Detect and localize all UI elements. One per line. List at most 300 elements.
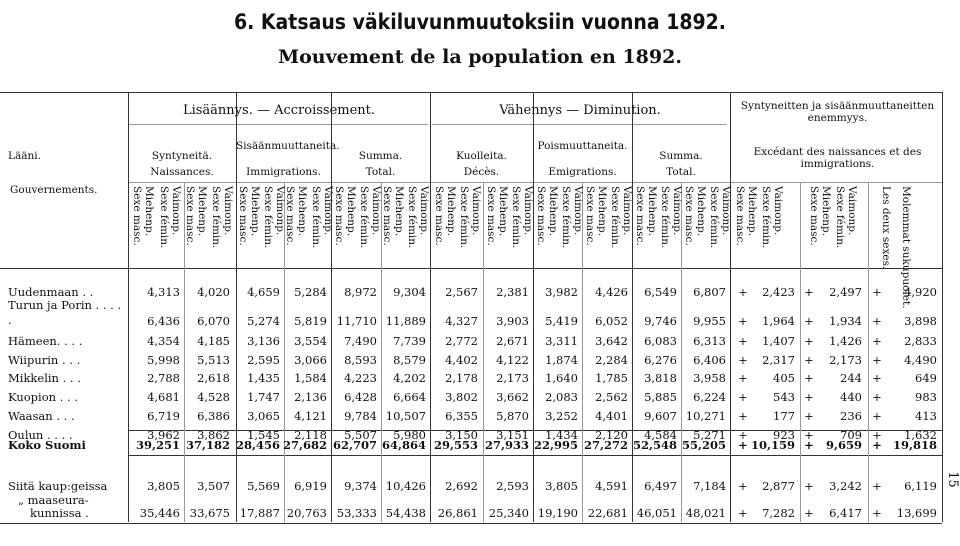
cell-value: 10,507	[385, 409, 426, 423]
cell-value: 3,805	[147, 479, 180, 493]
female-col-header: Vaimonp.	[621, 186, 633, 236]
cell-value: 7,490	[344, 334, 377, 348]
cell-value: 8,972	[344, 285, 377, 299]
immigration-header: Sisäänmuuttaneita.	[236, 140, 340, 152]
cell-value: 6,719	[147, 409, 180, 423]
male-col-header: Sexe masc.	[284, 186, 296, 246]
subheader-rule	[128, 182, 942, 183]
excess-value: 2,173	[829, 353, 862, 367]
cell-value: 5,419	[545, 314, 578, 328]
female-col-header: Vaimonp.	[720, 186, 732, 236]
excess-header-fr: Excédant des naissances et des immigrations.	[753, 146, 922, 170]
cell-value: 2,284	[595, 353, 628, 367]
cell-value: 2,136	[294, 390, 327, 404]
sign: +	[804, 390, 814, 404]
sign: +	[804, 334, 814, 348]
cell-value: 2,618	[197, 371, 230, 385]
cell-value: 1,747	[247, 390, 280, 404]
excess-value: 2,877	[762, 479, 795, 493]
female-col-header: Sexe fémin.	[609, 186, 621, 249]
cell-value: 1,435	[247, 371, 280, 385]
female-col-header: Vaimonp.	[170, 186, 182, 236]
female-col-header: Sexe fémin.	[458, 186, 470, 249]
cell-value: 4,121	[294, 409, 327, 423]
sign: +	[738, 334, 748, 348]
excess-value: 4,490	[904, 353, 937, 367]
table-row	[0, 370, 960, 386]
cell-value: 5,819	[294, 314, 327, 328]
row-label: Oulun . . . .	[8, 428, 73, 442]
cell-value: 3,252	[545, 409, 578, 423]
table-row	[0, 352, 960, 368]
region-header-fr: Gouvernements.	[10, 184, 98, 196]
col-line	[730, 92, 731, 522]
sign: +	[872, 428, 882, 442]
excess-value: 1,407	[762, 334, 795, 348]
cell-value: 46,051	[636, 506, 677, 520]
sign: +	[804, 428, 814, 442]
decrease-rule	[432, 124, 727, 125]
cell-value: 6,083	[644, 334, 677, 348]
female-col-header: Sexe fémin.	[708, 186, 720, 249]
female-col-header: Vaimonp.	[418, 186, 430, 236]
cell-value: 5,513	[197, 353, 230, 367]
cell-value: 6,276	[644, 353, 677, 367]
sign: +	[738, 428, 748, 442]
sign: +	[872, 314, 882, 328]
rural-row	[0, 493, 960, 521]
excess-header: Syntyneitten ja sisäänmuuttaneitten enemmyys.	[740, 100, 935, 124]
female-col-header: Vaimonp.	[222, 186, 234, 236]
male-col-header: Sexe masc.	[433, 186, 445, 246]
cell-value: 9,304	[393, 285, 426, 299]
excess-value: 1,632	[904, 428, 937, 442]
table-row	[0, 389, 960, 405]
cell-value: 52,548	[632, 438, 677, 452]
col-line	[942, 92, 943, 522]
table-bottom-rule	[0, 523, 942, 524]
excess-value: 543	[773, 390, 795, 404]
row-label: „ maaseura-	[18, 493, 89, 507]
cell-value: 2,671	[496, 334, 529, 348]
cell-value: 3,311	[545, 334, 578, 348]
male-col-header: Sexe masc.	[535, 186, 547, 246]
increase-header: Lisäännys. — Accroissement.	[182, 103, 376, 118]
cell-value: 53,333	[336, 506, 377, 520]
female-col-header: Sexe fémin.	[310, 186, 322, 249]
cell-value: 22,995	[533, 438, 578, 452]
male-col-header: Miehenp.	[497, 186, 509, 237]
excess-value: 6,119	[904, 479, 937, 493]
col-line	[533, 92, 534, 522]
sign: +	[804, 353, 814, 367]
cell-value: 6,313	[693, 334, 726, 348]
page-title: 6. Katsaus väkiluvunmuutoksiin vuonna 1892.	[234, 10, 726, 34]
female-col-header: Sexe fémin.	[406, 186, 418, 249]
cell-value: 10,271	[685, 409, 726, 423]
excess-value: 649	[915, 371, 937, 385]
total-row	[0, 437, 960, 453]
cell-value: 3,150	[445, 428, 478, 442]
row-label: kunnissa .	[30, 506, 89, 520]
cell-value: 5,271	[693, 428, 726, 442]
sign: +	[738, 353, 748, 367]
female-col-header: Vaimonp.	[522, 186, 534, 236]
cell-value: 6,406	[693, 353, 726, 367]
male-col-header: Miehenp.	[820, 186, 832, 237]
cell-value: 6,070	[197, 314, 230, 328]
cell-value: 2,120	[595, 428, 628, 442]
sign: +	[804, 438, 814, 452]
cell-value: 4,313	[147, 285, 180, 299]
cell-value: 5,284	[294, 285, 327, 299]
excess-value: 2,833	[904, 334, 937, 348]
cell-value: 2,595	[247, 353, 280, 367]
male-col-header: Sexe masc.	[584, 186, 596, 246]
male-col-header: Miehenp.	[646, 186, 658, 237]
cell-value: 6,549	[644, 285, 677, 299]
excess-value: 10,159	[750, 438, 795, 452]
both-sexes-col-header: Molemmat sukupuolet.	[900, 186, 912, 309]
female-col-header: Sexe fémin.	[510, 186, 522, 249]
excess-value: 13,699	[896, 506, 937, 520]
cell-value: 4,426	[595, 285, 628, 299]
male-col-header: Miehenp.	[695, 186, 707, 237]
cell-value: 25,340	[488, 506, 529, 520]
female-col-header: Sexe fémin.	[358, 186, 370, 249]
cell-value: 2,083	[545, 390, 578, 404]
cell-value: 2,173	[496, 371, 529, 385]
excess-value: 4,920	[904, 285, 937, 299]
cell-value: 4,327	[445, 314, 478, 328]
excess-value: 3,242	[829, 479, 862, 493]
table-row	[0, 408, 960, 424]
cell-value: 64,864	[381, 438, 426, 452]
increase-rule	[128, 124, 428, 125]
female-col-header: Vaimonp.	[322, 186, 334, 236]
cell-value: 27,272	[583, 438, 628, 452]
female-col-header: Sexe fémin.	[560, 186, 572, 249]
cell-value: 6,355	[445, 409, 478, 423]
row-label: Mikkelin . . .	[8, 371, 81, 385]
decrease-header: Vähennys — Diminution.	[499, 103, 661, 118]
region-header: Lääni.	[8, 150, 41, 162]
male-col-header: Miehenp.	[196, 186, 208, 237]
sign: +	[872, 506, 882, 520]
cell-value: 9,784	[344, 409, 377, 423]
cell-value: 8,593	[344, 353, 377, 367]
cell-value: 2,788	[147, 371, 180, 385]
cell-value: 9,374	[344, 479, 377, 493]
sign: +	[872, 438, 882, 452]
male-col-header: Miehenp.	[296, 186, 308, 237]
cell-value: 3,065	[247, 409, 280, 423]
row-label: Wiipurin . . .	[8, 353, 81, 367]
male-col-header: Miehenp.	[249, 186, 261, 237]
male-col-header: Miehenp.	[143, 186, 155, 237]
cell-value: 1,785	[595, 371, 628, 385]
male-col-header: Miehenp.	[547, 186, 559, 237]
male-col-header: Sexe masc.	[485, 186, 497, 246]
row-label: Koko Suomi	[8, 438, 86, 452]
cell-value: 6,807	[693, 285, 726, 299]
cell-value: 2,118	[294, 428, 327, 442]
cell-value: 3,958	[693, 371, 726, 385]
excess-value: 7,282	[762, 506, 795, 520]
sign: +	[738, 314, 748, 328]
sum2-header: Summa.	[659, 150, 703, 162]
row-label: Waasan . . .	[8, 409, 75, 423]
sign: +	[738, 371, 748, 385]
cell-value: 1,545	[247, 428, 280, 442]
cell-value: 48,021	[685, 506, 726, 520]
table-row	[0, 298, 960, 329]
sign: +	[804, 479, 814, 493]
excess-value: 709	[840, 428, 862, 442]
cell-value: 55,205	[681, 438, 726, 452]
female-col-header: Sexe fémin.	[834, 186, 846, 249]
deaths-header-fr: Décès.	[463, 166, 500, 178]
excess-value: 9,659	[825, 438, 862, 452]
cell-value: 17,887	[239, 506, 280, 520]
cell-value: 3,818	[644, 371, 677, 385]
sign: +	[804, 506, 814, 520]
cell-value: 27,933	[484, 438, 529, 452]
cell-value: 4,223	[344, 371, 377, 385]
cell-value: 2,178	[445, 371, 478, 385]
cell-value: 8,579	[393, 353, 426, 367]
page-number: 15	[944, 471, 960, 488]
cell-value: 1,434	[545, 428, 578, 442]
cell-value: 11,889	[385, 314, 426, 328]
cell-value: 9,746	[644, 314, 677, 328]
sum1-header-fr: Total.	[365, 166, 396, 178]
cell-value: 6,224	[693, 390, 726, 404]
cell-value: 2,772	[445, 334, 478, 348]
cell-value: 4,401	[595, 409, 628, 423]
row-label: Siitä kaup:geissa	[8, 479, 108, 493]
cell-value: 3,066	[294, 353, 327, 367]
sign: +	[872, 334, 882, 348]
cell-value: 5,507	[344, 428, 377, 442]
female-col-header: Sexe fémin.	[262, 186, 274, 249]
sign: +	[804, 285, 814, 299]
row-label: Turun ja Porin . . . . .	[8, 298, 122, 327]
cell-value: 4,659	[247, 285, 280, 299]
cell-value: 3,802	[445, 390, 478, 404]
cell-value: 5,998	[147, 353, 180, 367]
cell-value: 4,681	[147, 390, 180, 404]
cell-value: 39,251	[135, 438, 180, 452]
row-label: Uudenmaan . .	[8, 285, 94, 299]
female-col-header: Sexe fémin.	[158, 186, 170, 249]
cell-value: 6,919	[294, 479, 327, 493]
cell-value: 6,428	[344, 390, 377, 404]
cell-value: 1,584	[294, 371, 327, 385]
sign: +	[738, 479, 748, 493]
excess-value: 1,934	[829, 314, 862, 328]
excess-value: 236	[840, 409, 862, 423]
cell-value: 9,607	[644, 409, 677, 423]
excess-value: 983	[915, 390, 937, 404]
excess-value: 2,317	[762, 353, 795, 367]
cell-value: 9,955	[693, 314, 726, 328]
cell-value: 11,710	[336, 314, 377, 328]
male-col-header: Sexe masc.	[333, 186, 345, 246]
cell-value: 3,554	[294, 334, 327, 348]
male-col-header: Sexe masc.	[734, 186, 746, 246]
female-col-header: Vaimonp.	[846, 186, 858, 236]
cell-value: 6,052	[595, 314, 628, 328]
male-col-header: Miehenp.	[345, 186, 357, 237]
sign: +	[872, 285, 882, 299]
excess-value: 2,423	[762, 285, 795, 299]
cell-value: 3,982	[545, 285, 578, 299]
cell-value: 5,870	[496, 409, 529, 423]
male-col-header: Sexe masc.	[184, 186, 196, 246]
cell-value: 6,664	[393, 390, 426, 404]
immigration-header-fr: Immigrations.	[246, 166, 321, 178]
cell-value: 33,675	[189, 506, 230, 520]
cell-value: 4,354	[147, 334, 180, 348]
excess-value: 244	[840, 371, 862, 385]
table-top-rule	[0, 92, 942, 93]
sign: +	[738, 285, 748, 299]
cell-value: 5,569	[247, 479, 280, 493]
cell-value: 5,274	[247, 314, 280, 328]
cell-value: 3,962	[147, 428, 180, 442]
cell-value: 62,707	[332, 438, 377, 452]
sign: +	[738, 409, 748, 423]
row-label: Kuopion . . .	[8, 390, 78, 404]
cell-value: 4,584	[644, 428, 677, 442]
cell-value: 4,402	[445, 353, 478, 367]
excess-value: 3,898	[904, 314, 937, 328]
cell-value: 6,386	[197, 409, 230, 423]
cell-value: 3,507	[197, 479, 230, 493]
female-col-header: Sexe fémin.	[210, 186, 222, 249]
excess-value: 1,426	[829, 334, 862, 348]
table-row	[0, 333, 960, 349]
male-col-header: Sexe masc.	[381, 186, 393, 246]
cell-value: 2,593	[496, 479, 529, 493]
male-col-header: Sexe masc.	[634, 186, 646, 246]
both-sexes-col-header: Les deux sexes.	[880, 186, 892, 270]
cell-value: 19,190	[537, 506, 578, 520]
towns-row	[0, 478, 960, 494]
cell-value: 2,567	[445, 285, 478, 299]
col-line	[236, 92, 237, 522]
deaths-header: Kuolleita.	[456, 150, 507, 162]
sign: +	[804, 409, 814, 423]
cell-value: 27,682	[282, 438, 327, 452]
excess-value: 405	[773, 371, 795, 385]
cell-value: 4,020	[197, 285, 230, 299]
cell-value: 28,456	[235, 438, 280, 452]
cell-value: 22,681	[587, 506, 628, 520]
cell-value: 4,528	[197, 390, 230, 404]
male-col-header: Sexe masc.	[683, 186, 695, 246]
female-col-header: Vaimonp.	[274, 186, 286, 236]
male-col-header: Miehenp.	[445, 186, 457, 237]
cell-value: 3,805	[545, 479, 578, 493]
cell-value: 7,739	[393, 334, 426, 348]
sum2-header-fr: Total.	[666, 166, 696, 178]
births-header-fr: Naissances.	[150, 166, 214, 178]
excess-value: 413	[915, 409, 937, 423]
cell-value: 7,184	[693, 479, 726, 493]
cell-value: 4,185	[197, 334, 230, 348]
sum1-header: Summa.	[358, 150, 403, 162]
female-col-header: Vaimonp.	[572, 186, 584, 236]
sign: +	[738, 506, 748, 520]
cell-value: 20,763	[286, 506, 327, 520]
cell-value: 4,202	[393, 371, 426, 385]
male-col-header: Miehenp.	[746, 186, 758, 237]
female-col-header: Sexe fémin.	[760, 186, 772, 249]
cell-value: 37,182	[185, 438, 230, 452]
row-label: Hämeen. . . .	[8, 334, 83, 348]
female-col-header: Vaimonp.	[772, 186, 784, 236]
cell-value: 35,446	[139, 506, 180, 520]
cell-value: 3,862	[197, 428, 230, 442]
emigration-header-fr: Emigrations.	[548, 166, 617, 178]
excess-value: 19,818	[892, 438, 937, 452]
sign: +	[872, 390, 882, 404]
cell-value: 6,436	[147, 314, 180, 328]
male-col-header: Sexe masc.	[131, 186, 143, 246]
sign: +	[872, 371, 882, 385]
total-bottom-rule	[128, 455, 942, 456]
cell-value: 3,136	[247, 334, 280, 348]
cell-value: 2,381	[496, 285, 529, 299]
excess-value: 923	[773, 428, 795, 442]
cell-value: 2,692	[445, 479, 478, 493]
cell-value: 5,885	[644, 390, 677, 404]
cell-value: 54,438	[385, 506, 426, 520]
cell-value: 29,553	[433, 438, 478, 452]
sign: +	[872, 479, 882, 493]
cell-value: 5,980	[393, 428, 426, 442]
sign: +	[804, 314, 814, 328]
female-col-header: Vaimonp.	[470, 186, 482, 236]
cell-value: 1,874	[545, 353, 578, 367]
sign: +	[872, 409, 882, 423]
births-header: Syntyneitä.	[151, 150, 213, 162]
excess-value: 2,497	[829, 285, 862, 299]
female-col-header: Vaimonp.	[370, 186, 382, 236]
male-col-header: Sexe masc.	[237, 186, 249, 246]
male-col-header: Miehenp.	[596, 186, 608, 237]
emigration-header: Poismuuttaneita.	[537, 140, 628, 152]
cell-value: 3,151	[496, 428, 529, 442]
excess-value: 6,417	[829, 506, 862, 520]
excess-value: 440	[840, 390, 862, 404]
cell-value: 4,591	[595, 479, 628, 493]
cell-value: 3,662	[496, 390, 529, 404]
cell-value: 10,426	[385, 479, 426, 493]
table-row	[0, 284, 960, 300]
cell-value: 4,122	[496, 353, 529, 367]
cell-value: 3,642	[595, 334, 628, 348]
page-subtitle: Mouvement de la population en 1892.	[278, 46, 682, 68]
excess-value: 177	[773, 409, 795, 423]
male-col-header: Sexe masc.	[808, 186, 820, 246]
sign: +	[872, 353, 882, 367]
sign: +	[738, 438, 748, 452]
excess-value: 1,964	[762, 314, 795, 328]
cell-value: 6,497	[644, 479, 677, 493]
